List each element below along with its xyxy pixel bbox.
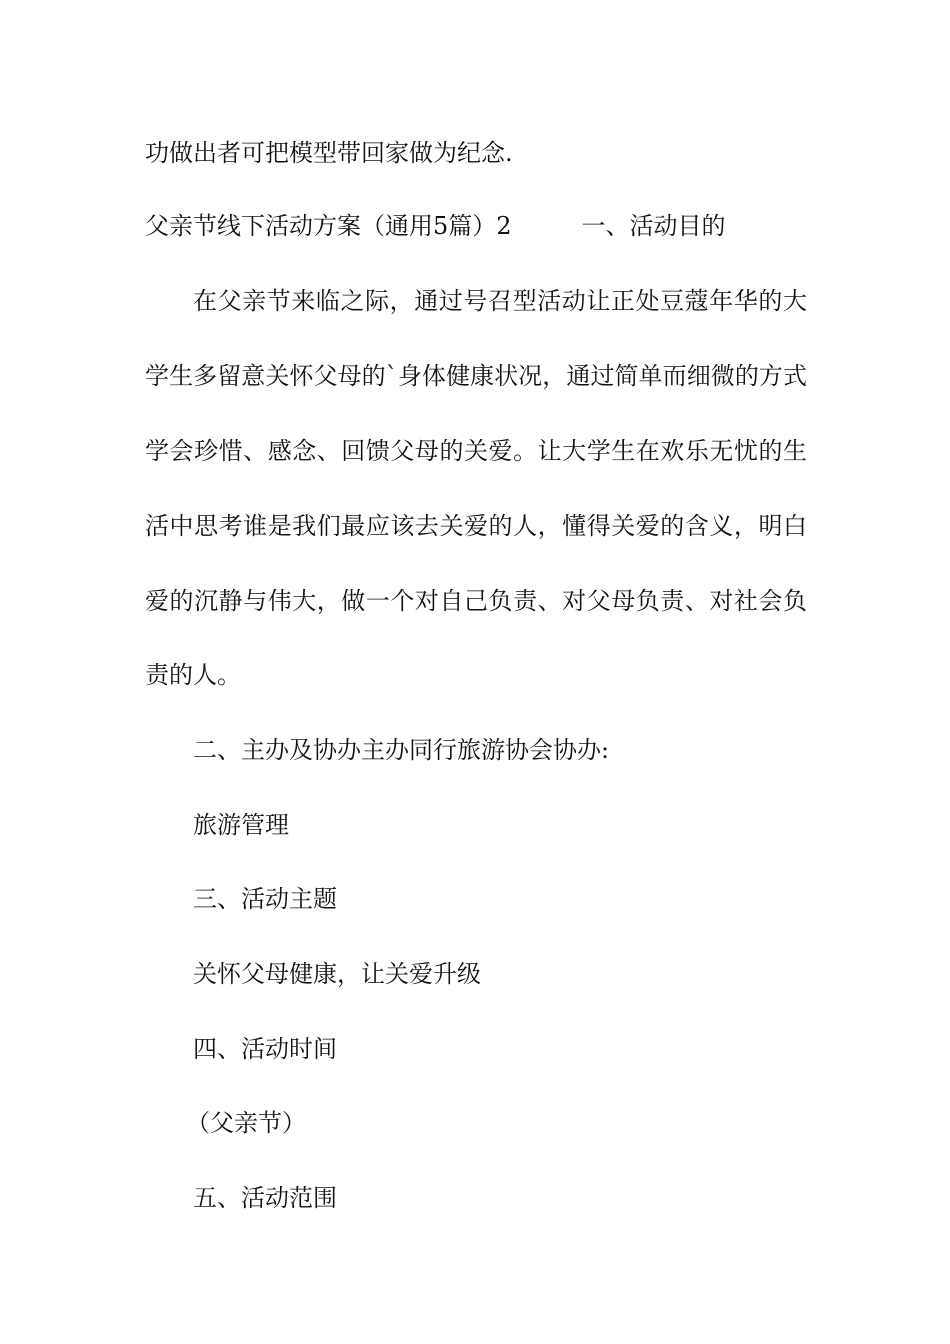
time-text: （父亲节） bbox=[186, 1109, 306, 1137]
section-heading-organizers: 二、主办及协办主办同行旅游协会协办: bbox=[193, 736, 610, 764]
organizer-text: 旅游管理 bbox=[193, 811, 289, 839]
section-heading-theme: 三、活动主题 bbox=[193, 885, 337, 913]
paragraph-line-end: 责的人。 bbox=[145, 661, 241, 689]
section-heading-purpose: 一、活动目的 bbox=[581, 212, 726, 240]
text-line-continuation: 功做出者可把模型带回家做为纪念. bbox=[145, 139, 513, 167]
section-heading-time: 四、活动时间 bbox=[193, 1035, 337, 1063]
paragraph-line: 学会珍惜、感念、回馈父母的关爱。让大学生在欢乐无忧的生 bbox=[145, 437, 807, 465]
paragraph-line: 学生多留意关怀父母的`身体健康状况，通过简单而细微的方式 bbox=[145, 362, 807, 390]
paragraph-line: 在父亲节来临之际，通过号召型活动让正处豆蔻年华的大 bbox=[193, 287, 807, 315]
section-heading-line bbox=[145, 210, 726, 242]
paragraph-line: 活中思考谁是我们最应该去关爱的人，懂得关爱的含义，明白 bbox=[145, 512, 807, 540]
paragraph-line: 爱的沉静与伟大，做一个对自己负责、对父母负责、对社会负 bbox=[145, 587, 807, 615]
theme-text: 关怀父母健康，让关爱升级 bbox=[193, 960, 481, 988]
document-title: 父亲节线下活动方案（通用5篇）2 bbox=[145, 212, 512, 240]
section-heading-scope: 五、活动范围 bbox=[193, 1184, 337, 1212]
